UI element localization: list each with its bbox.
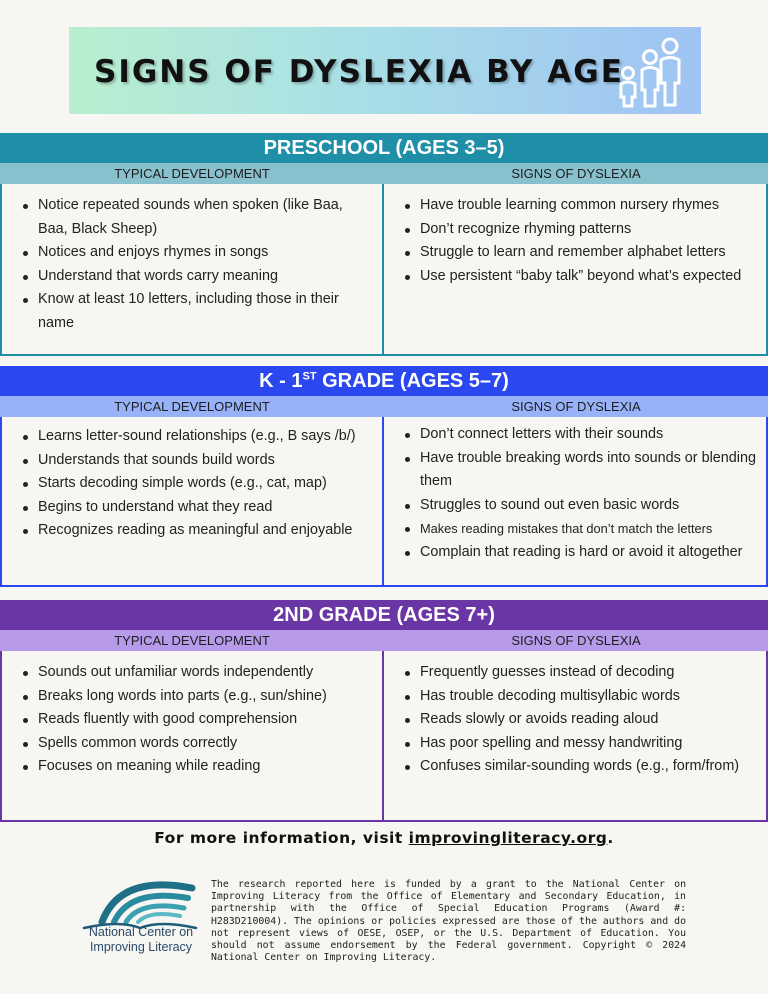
section-title-k1 bbox=[0, 366, 768, 396]
section-title-k1-pre: K - 1 bbox=[259, 370, 303, 392]
column-header-typical: TYPICAL DEVELOPMENT bbox=[114, 633, 270, 648]
column-header-signs: SIGNS OF DYSLEXIA bbox=[511, 166, 641, 181]
more-info-prefix: For more information, visit bbox=[154, 829, 409, 847]
website-link[interactable]: improvingliteracy.org bbox=[408, 829, 608, 847]
signs-column bbox=[384, 184, 766, 354]
sign-item: Have trouble breaking words into sounds or blending them bbox=[402, 447, 756, 494]
typical-item: Starts decoding simple words (e.g., cat, map) bbox=[20, 472, 372, 496]
typical-item: Reads fluently with good comprehension bbox=[20, 708, 372, 732]
sign-item: Have trouble learning common nursery rhymes bbox=[402, 194, 756, 218]
sign-item: Struggles to sound out even basic words bbox=[402, 494, 756, 518]
typical-item: Understands that sounds build words bbox=[20, 449, 372, 473]
typical-item: Breaks long words into parts (e.g., sun/shine) bbox=[20, 685, 372, 709]
typical-column bbox=[2, 651, 384, 820]
signs-column bbox=[384, 651, 766, 820]
sign-item: Reads slowly or avoids reading aloud bbox=[402, 708, 756, 732]
typical-column bbox=[2, 184, 384, 354]
family-icon bbox=[614, 35, 686, 109]
column-header-typical: TYPICAL DEVELOPMENT bbox=[114, 399, 270, 414]
section-body bbox=[0, 417, 768, 587]
more-info-line bbox=[0, 829, 768, 847]
typical-column bbox=[2, 417, 384, 585]
column-headers bbox=[0, 163, 768, 184]
section-second-grade bbox=[0, 600, 768, 822]
typical-item: Notices and enjoys rhymes in songs bbox=[20, 241, 372, 265]
sign-item: Don’t recognize rhyming patterns bbox=[402, 218, 756, 242]
funding-disclaimer: The research reported here is funded by a grant to the National Center on Improving Literacy from the Office of Elementary and Secondary Education, in partnership with the Office of Special Education Programs (Award #: H283D210004). The opinions or policies expressed are those of the authors and do not represent views of OESE, OSEP, or the U.S. Department of Education. You should not assume endorsement by the Federal government. Copyright © 2024 National Center on Improving Literacy. bbox=[211, 879, 686, 964]
signs-column bbox=[384, 417, 766, 585]
typical-item: Learns letter-sound relationships (e.g., B says /b/) bbox=[20, 425, 372, 449]
column-headers bbox=[0, 396, 768, 417]
sign-item: Has poor spelling and messy handwriting bbox=[402, 732, 756, 756]
section-preschool bbox=[0, 133, 768, 356]
sign-item: Has trouble decoding multisyllabic words bbox=[402, 685, 756, 709]
section-title-k1-post: GRADE (AGES 5–7) bbox=[316, 370, 509, 392]
typical-item: Spells common words correctly bbox=[20, 732, 372, 756]
section-k1 bbox=[0, 366, 768, 587]
typical-item: Understand that words carry meaning bbox=[20, 265, 372, 289]
typical-item: Focuses on meaning while reading bbox=[20, 755, 372, 779]
sign-item: Confuses similar-sounding words (e.g., form/from) bbox=[402, 755, 756, 779]
typical-item: Sounds out unfamiliar words independently bbox=[20, 661, 372, 685]
sign-item: Use persistent “baby talk” beyond what’s expected bbox=[402, 265, 756, 289]
more-info-suffix: . bbox=[607, 829, 614, 847]
typical-item: Recognizes reading as meaningful and enjoyable bbox=[20, 519, 372, 543]
sign-item: Struggle to learn and remember alphabet letters bbox=[402, 241, 756, 265]
sign-item: Frequently guesses instead of decoding bbox=[402, 661, 756, 685]
column-header-signs: SIGNS OF DYSLEXIA bbox=[511, 633, 641, 648]
page-title: SIGNS OF DYSLEXIA BY AGE bbox=[94, 54, 624, 90]
typical-item: Notice repeated sounds when spoken (like Baa, Baa, Black Sheep) bbox=[20, 194, 372, 241]
typical-item: Begins to understand what they read bbox=[20, 496, 372, 520]
typical-item: Know at least 10 letters, including those in their name bbox=[20, 288, 372, 335]
sign-item: Complain that reading is hard or avoid it altogether bbox=[402, 541, 756, 565]
logo-text: National Center on Improving Literacy bbox=[88, 925, 194, 954]
column-headers bbox=[0, 630, 768, 651]
column-header-signs: SIGNS OF DYSLEXIA bbox=[511, 399, 641, 414]
section-title-second-grade: 2ND GRADE (AGES 7+) bbox=[0, 600, 768, 630]
title-banner bbox=[69, 27, 701, 114]
section-body bbox=[0, 184, 768, 356]
column-header-typical: TYPICAL DEVELOPMENT bbox=[114, 166, 270, 181]
section-title-preschool: PRESCHOOL (AGES 3–5) bbox=[0, 133, 768, 163]
section-body bbox=[0, 651, 768, 822]
section-title-k1-sup: ST bbox=[302, 370, 317, 383]
sign-item: Makes reading mistakes that don’t match the letters bbox=[402, 517, 756, 541]
sign-item: Don’t connect letters with their sounds bbox=[402, 423, 756, 447]
